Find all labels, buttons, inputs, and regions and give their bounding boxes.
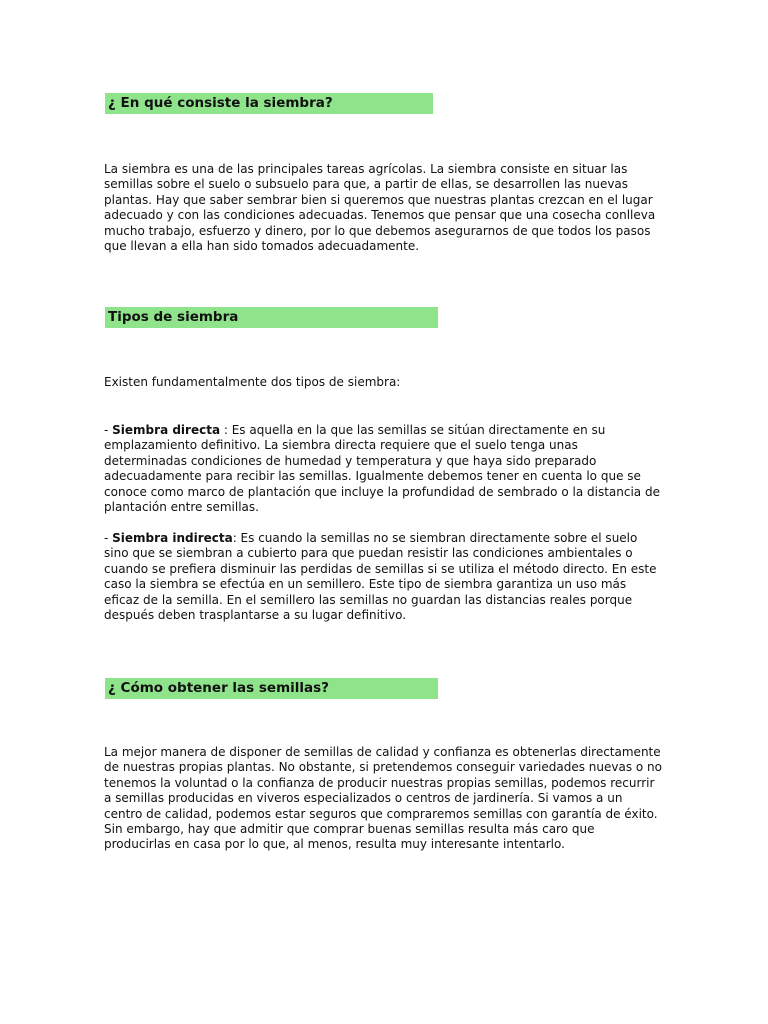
section-heading-siembra: ¿ En qué consiste la siembra? bbox=[105, 93, 433, 114]
list-item-siembra-directa bbox=[104, 423, 664, 515]
item-text: : Es cuando la semillas no se siembran directamente sobre el suelo sino que se siembran a cubierto para que puedan resistir las condiciones ambientales o cuando se prefiera disminuir las perdidas de semillas si se utiliza el método directo. En este caso la siembra se efectúa en un semillero. Este tipo de siembra garantiza un uso más eficaz de la semilla. En el semillero las semillas no guardan las distancias reales porque después deben trasplantarse a su lugar definitivo. bbox=[104, 531, 657, 623]
paragraph-tipos-intro: Existen fundamentalmente dos tipos de siembra: bbox=[104, 375, 401, 389]
section-heading-tipos: Tipos de siembra bbox=[105, 307, 438, 328]
item-prefix: - bbox=[104, 531, 113, 545]
paragraph-siembra: La siembra es una de las principales tareas agrícolas. La siembra consiste en situar las semillas sobre el suelo o subsuelo para que, a partir de ellas, se desarrollen las nuevas plantas. Hay que saber sembrar bien si queremos que nuestras plantas crezcan en el lugar adecuado y con las condiciones adecuadas. Tenemos que pensar que una cosecha conlleva mucho trabajo, esfuerzo y dinero, por lo que debemos asegurarnos de que todos los pasos que llevan a ella han sido tomados adecuadamente. bbox=[104, 162, 656, 254]
item-text: : Es aquella en la que las semillas se sitúan directamente en su emplazamiento definitivo. La siembra directa requiere que el suelo tenga unas determinadas condiciones de humedad y temperatura y que haya sido preparado adecuadamente para recibir las semillas. Igualmente debemos tener en cuenta lo que se conoce como marco de plantación que incluye la profundidad de sembrado o la distancia de plantación entre semillas. bbox=[104, 423, 660, 515]
term-siembra-directa: Siembra directa bbox=[112, 423, 221, 437]
list-item-siembra-indirecta bbox=[104, 531, 664, 623]
item-prefix: - bbox=[104, 423, 113, 437]
paragraph-semillas: La mejor manera de disponer de semillas de calidad y confianza es obtenerlas directamente de nuestras propias plantas. No obstante, si pretendemos conseguir variedades nuevas o no tenemos la voluntad o la confianza de producir nuestras propias semillas, podemos recurrir a semillas producidas en viveros especializados o centros de jardinería. Si vamos a un centro de calidad, podemos estar seguros que compraremos semillas con garantía de éxito. Sin embargo, hay que admitir que comprar buenas semillas resulta más caro que producirlas en casa por lo que, al menos, resulta muy interesante intentarlo. bbox=[104, 745, 662, 852]
section-heading-semillas: ¿ Cómo obtener las semillas? bbox=[105, 678, 438, 699]
term-siembra-indirecta: Siembra indirecta bbox=[112, 531, 233, 545]
